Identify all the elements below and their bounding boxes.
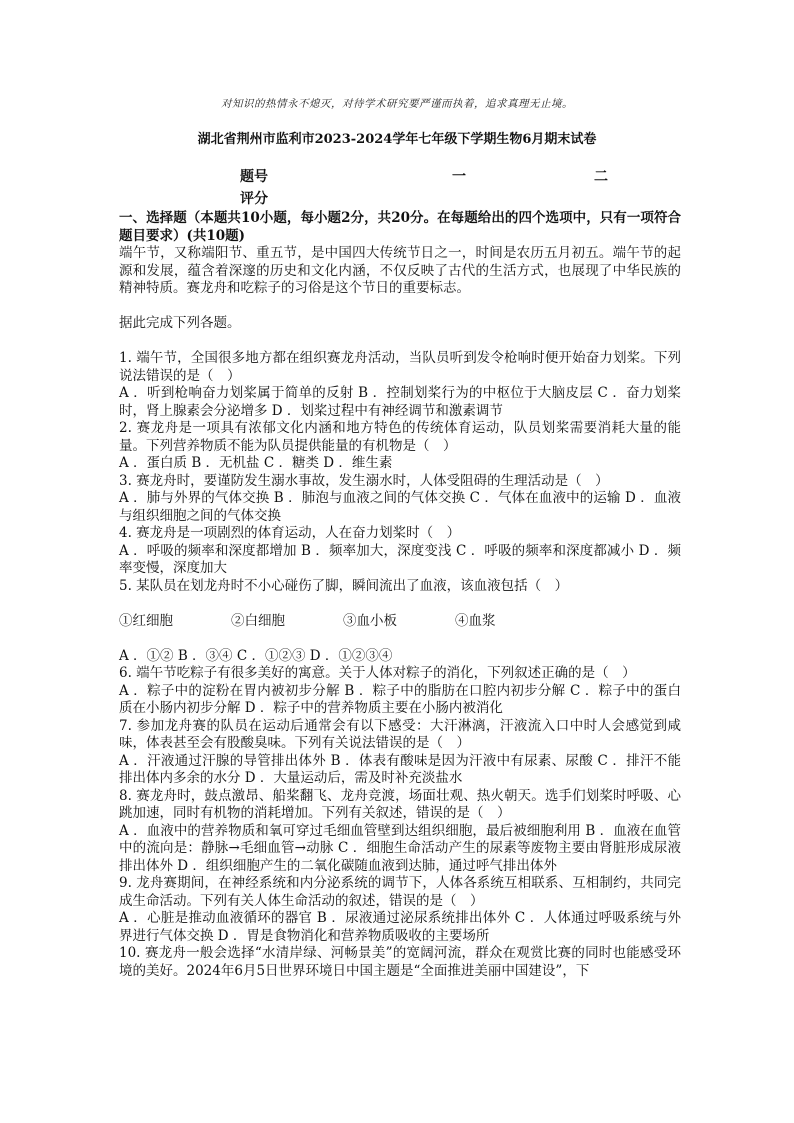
spacer: [119, 333, 681, 351]
question-stem: 9. 龙舟赛期间，在神经系统和内分泌系统的调节下，人体各系统互相联系、互相制约，共同完成生命活动。下列有关人体生命活动的叙述，错误的是（ ）: [119, 875, 681, 909]
question-options: A ．肺与外界的气体交换 B ．肺泡与血液之间的气体交换 C ．气体在血液中的运输 D ．血液与组织细胞之间的气体交换: [119, 490, 681, 524]
question-options: A ．蛋白质 B ．无机盐 C ．糖类 D ．维生素: [119, 455, 393, 471]
score-table-col-one: 一: [452, 169, 466, 185]
question-stem: 6. 端午节吃粽子有很多美好的寓意。关于人体对粽子的消化，下列叙述正确的是（ ）: [119, 665, 636, 681]
section-prompt: 据此完成下列各题。: [119, 315, 241, 331]
question-stem: 3. 赛龙舟时，要谨防发生溺水事故，发生溺水时，人体受阻碍的生理活动是（ ）: [119, 472, 609, 489]
spacer: [119, 595, 681, 613]
question-options: A ．粽子中的淀粉在胃内被初步分解 B ．粽子中的脂肪在口腔内初步分解 C ．粽子中的蛋白质在小肠内初步分解 D ．粽子中的营养物质主要在小肠内被消化: [119, 682, 681, 716]
score-table: [0, 167, 794, 207]
question-stem: 4. 赛龙舟是一项剧烈的体育运动，人在奋力划桨时（ ）: [119, 525, 461, 541]
blood-components-list: [119, 613, 681, 631]
question-stem: 1. 端午节，全国很多地方都在组织赛龙舟活动，当队员听到发令枪响时便开始奋力划桨。下列说法错误的是（ ）: [119, 350, 681, 384]
question-stem: 5. 某队员在划龙舟时不小心碰伤了脚，瞬间流出了血液，该血液包括（ ）: [119, 577, 569, 594]
spacer: [119, 298, 681, 316]
question-options: A ．血液中的营养物质和氧可穿过毛细血管壁到达组织细胞，最后被细胞利用 B ．血液在血管中的流向是：静脉→毛细血管→动脉 C ．细胞生命活动产生的尿素等废物主要由肾脏形成尿液排出体外 D ．组织细胞产生的二氧化碳随血液到达肺，通过呼气排出体外: [119, 822, 681, 874]
exam-title: 湖北省荆州市监利市2023-2024学年七年级下学期生物6月期末试卷: [197, 132, 597, 147]
header-motto: 对知识的热情永不熄灭，对待学术研究要严谨而执着，追求真理无止境。: [221, 98, 573, 110]
spacer: [119, 630, 681, 648]
exam-content: [119, 210, 681, 980]
question-stem: 2. 赛龙舟是一项具有浓郁文化内涵和地方特色的传统体育运动，队员划桨需要消耗大量的能量。下列营养物质不能为队员提供能量的有机物是（ ）: [119, 420, 681, 454]
list-item: ④血浆: [455, 612, 496, 629]
question-stem: 7. 参加龙舟赛的队员在运动后通常会有以下感受：大汗淋漓，汗液流入口中时人会感觉到咸味，体表甚至会有股酸臭味。下列有关说法错误的是（ ）: [119, 717, 681, 751]
question-options: A ．听到枪响奋力划桨属于简单的反射 B ．控制划桨行为的中枢位于大脑皮层 C ．奋力划桨时，肾上腺素会分泌增多 D ．划桨过程中有神经调节和激素调节: [119, 385, 681, 419]
list-item: ①红细胞: [119, 612, 173, 629]
score-table-col-two: 二: [594, 169, 608, 185]
question-stem: 8. 赛龙舟时，鼓点激昂、船桨翻飞、龙舟竞渡，场面壮观、热火朝天。选手们划桨时呼吸、心跳加速，同时有机物的消耗增加。下列有关叙述，错误的是（ ）: [119, 787, 681, 821]
list-item: ③血小板: [343, 612, 397, 629]
section-heading: 一、选择题（本题共10小题，每小题2分，共20分。在每题给出的四个选项中，只有一项符合题目要求）(共10题): [119, 210, 681, 244]
section-intro: 端午节，又称端阳节、重五节，是中国四大传统节日之一，时间是农历五月初五。端午节的起源和发展，蕴含着深邃的历史和文化内涵，不仅反映了古代的生活方式，也展现了中华民族的精神特质。赛龙舟和吃粽子的习俗是这个节日的重要标志。: [119, 245, 681, 296]
list-item: ②白细胞: [231, 612, 285, 629]
score-table-header-label: 题号: [240, 169, 268, 185]
question-stem: 10. 赛龙舟一般会选择“水清岸绿、河畅景美”的宽阔河流，群众在观赏比赛的同时也能感受环境的美好。2024年6月5日世界环境日中国主题是“全面推进美丽中国建设”，下: [119, 945, 681, 979]
question-options: A ．心脏是推动血液循环的器官 B ．尿液通过泌尿系统排出体外 C ．人体通过呼吸系统与外界进行气体交换 D ．胃是食物消化和营养物质吸收的主要场所: [119, 910, 681, 944]
score-table-score-label: 评分: [240, 191, 268, 207]
question-options: A ．①② B ．③④ C ．①②③ D ．①②③④: [119, 647, 393, 664]
question-options: A ．汗液通过汗腺的导管排出体外 B ．体表有酸味是因为汗液中有尿素、尿酸 C ．排汗不能排出体内多余的水分 D ．大量运动后，需及时补充淡盐水: [119, 752, 681, 786]
question-options: A ．呼吸的频率和深度都增加 B ．频率加大，深度变浅 C ．呼吸的频率和深度都减小 D ．频率变慢，深度加大: [119, 542, 681, 576]
